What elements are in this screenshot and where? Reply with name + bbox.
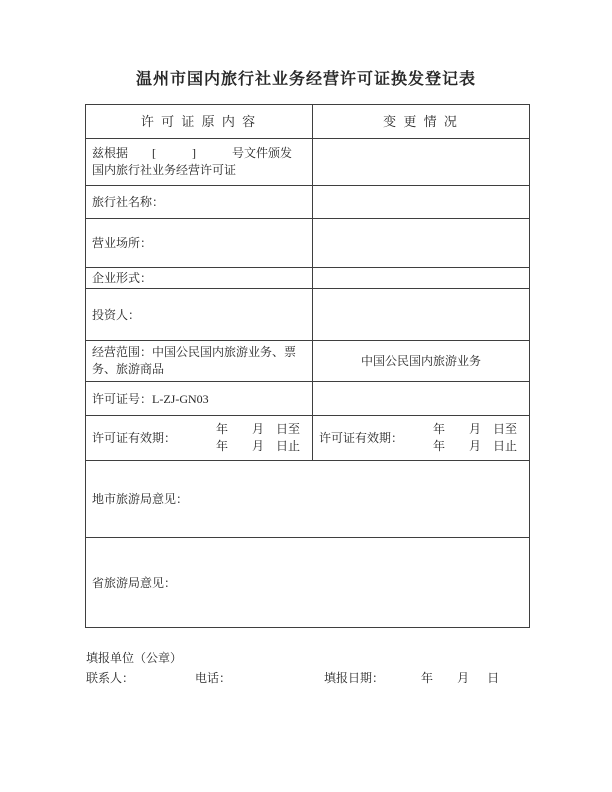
row-issue-basis <box>86 138 529 185</box>
validity-change-date-from: 年 月 日至 <box>432 422 517 436</box>
business-premises-label: 营业场所： <box>86 219 313 267</box>
day-label: 日 <box>487 671 500 685</box>
license-number-label: 许可证号：L-ZJ-GN03 <box>86 382 313 415</box>
license-validity-change-dates <box>433 421 517 455</box>
business-scope-change-cell: 中国公民国内旅游业务 <box>360 354 481 368</box>
row-province-bureau-opinion <box>86 537 529 627</box>
enterprise-form-label: 企业形式： <box>86 268 313 288</box>
row-city-bureau-opinion <box>86 460 529 537</box>
page-title: 温州市国内旅行社业务经营许可证换发登记表 <box>135 71 476 88</box>
year-label: 年 <box>421 671 434 685</box>
phone-label: 电话： <box>195 671 232 685</box>
column-header-change-status: 变 更 情 况 <box>383 113 459 129</box>
issue-basis-line2: 国内旅行社业务经营许可证 <box>92 163 237 177</box>
reporting-unit-label: 填报单位（公章） <box>86 651 183 665</box>
issue-basis-line1: 兹根据 [ ] 号文件颁发 <box>92 146 292 160</box>
business-premises-change-cell <box>313 219 529 267</box>
enterprise-form-change-cell <box>313 268 529 288</box>
row-business-premises <box>86 218 529 267</box>
agency-name-change-cell <box>313 186 529 218</box>
province-bureau-opinion-label: 省旅游局意见： <box>92 575 177 590</box>
license-validity-change-cell <box>313 416 529 460</box>
row-license-validity <box>86 415 529 460</box>
validity-date-to: 年 月 日止 <box>215 439 300 453</box>
row-license-number <box>86 381 529 415</box>
investor-change-cell <box>313 289 529 340</box>
row-enterprise-form <box>86 267 529 288</box>
license-validity-dates <box>216 421 300 455</box>
issue-basis-cell <box>86 139 313 185</box>
license-validity-cell <box>86 416 313 460</box>
row-agency-name <box>86 185 529 218</box>
row-investor <box>86 288 529 340</box>
license-number-change-cell <box>313 382 529 415</box>
city-bureau-opinion-label: 地市旅游局意见： <box>92 492 189 506</box>
column-header-original-content: 许 可 证 原 内 容 <box>86 105 313 138</box>
agency-name-label: 旅行社名称： <box>86 186 313 218</box>
validity-date-from: 年 月 日至 <box>215 422 300 436</box>
license-validity-change-label: 许可证有效期： <box>319 431 404 445</box>
validity-change-date-to: 年 月 日止 <box>432 439 517 453</box>
row-business-scope <box>86 340 529 381</box>
form-footer <box>86 650 499 686</box>
license-validity-label: 许可证有效期： <box>92 431 177 445</box>
contact-person-label: 联系人： <box>86 671 135 685</box>
issue-basis-change-cell <box>313 139 529 185</box>
investor-label: 投资人： <box>86 289 313 340</box>
table-header-row <box>86 105 529 138</box>
month-label: 月 <box>457 671 470 685</box>
footer-contact-line <box>86 670 499 686</box>
filing-date-label: 填报日期： <box>324 671 385 685</box>
registration-form-table <box>85 104 530 628</box>
business-scope-label: 经营范围：中国公民国内旅游业务、票务、旅游商品 <box>86 341 313 381</box>
